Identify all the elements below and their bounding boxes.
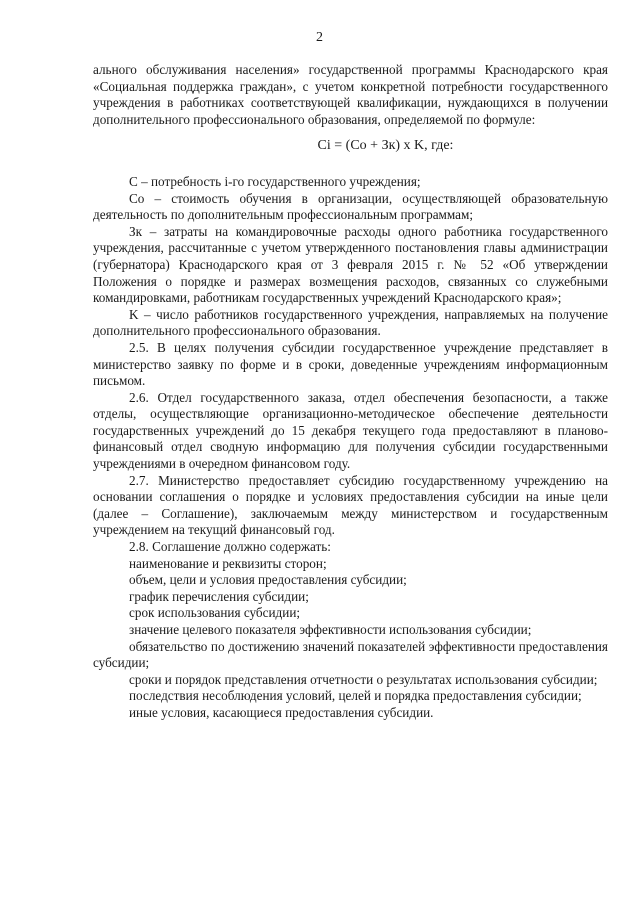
list-item: график перечисления субсидии; — [129, 588, 309, 604]
clause-2-6: 2.6. Отдел государственного заказа, отдел обеспечения безопасности, а также отделы, осуществляющие организационно-методическое обеспечение деятельности государственных учреждений до 15 декабря текущего года предоставляют в планово-финансовый отдел сводную информацию для получения субсидии государственными учреждениями в очередном финансовом году. — [93, 389, 608, 472]
definition-k: K – число работников государственного учреждения, направляемых на получение дополнительного профессионального образования. — [93, 306, 608, 339]
definition-co: Co – стоимость обучения в организации, осуществляющей образовательную деятельность по дополнительным профессиональным программам; — [93, 190, 608, 223]
clause-2-5: 2.5. В целях получения субсидии государственное учреждение представляет в министерство заявку по форме и в сроки, доведенные учреждениям информационным письмом. — [93, 339, 608, 389]
clause-2-7: 2.7. Министерство предоставляет субсидию государственному учреждению на основании соглашения о порядке и условиях предоставления субсидии на иные цели (далее – Соглашение), заключаемым между министерством и государственным учреждением на текущий финансовый год. — [93, 472, 608, 538]
list-item: иные условия, касающиеся предоставления субсидии. — [129, 704, 434, 720]
clause-2-8: 2.8. Соглашение должно содержать: — [129, 539, 331, 555]
definition-zk: Зк – затраты на командировочные расходы одного работника государственного учреждения, рассчитанные с учетом утвержденного постановления главы администрации (губернатора) Краснодарского края от 3 февраля 2015 г. № 52 «Об утверждении Положения о порядке и размерах возмещения расходов, связанных со служебными командировками, работникам государственных учреждений Краснодарского края»; — [93, 223, 608, 306]
list-item: срок использования субсидии; — [129, 605, 301, 621]
formula: Ci = (Co + Зк) x K, где: — [317, 138, 454, 154]
list-item: наименование и реквизиты сторон; — [129, 555, 327, 571]
list-item: сроки и порядок представления отчетности о результатах использования субсидии; — [129, 671, 598, 687]
list-item: последствия несоблюдения условий, целей и порядка предоставления субсидии; — [129, 688, 582, 704]
list-item: значение целевого показателя эффективности использования субсидии; — [129, 622, 532, 637]
definition-c: C – потребность i-го государственного учреждения; — [129, 173, 421, 189]
document-body — [93, 62, 608, 722]
intro-paragraph: ального обслуживания населения» государственной программы Краснодарского края «Социальная поддержка граждан», с учетом конкретной потребности государственного учреждения в работниках соответствующей квалификации, нуждающихся в получении дополнительного профессионального образования, определяемой по формуле: — [93, 62, 608, 127]
list-item: обязательство по достижению значений показателей эффективности предоставления субсидии; — [93, 638, 608, 671]
page-number: 2 — [316, 30, 323, 45]
list-item: объем, цели и условия предоставления субсидии; — [129, 572, 407, 588]
